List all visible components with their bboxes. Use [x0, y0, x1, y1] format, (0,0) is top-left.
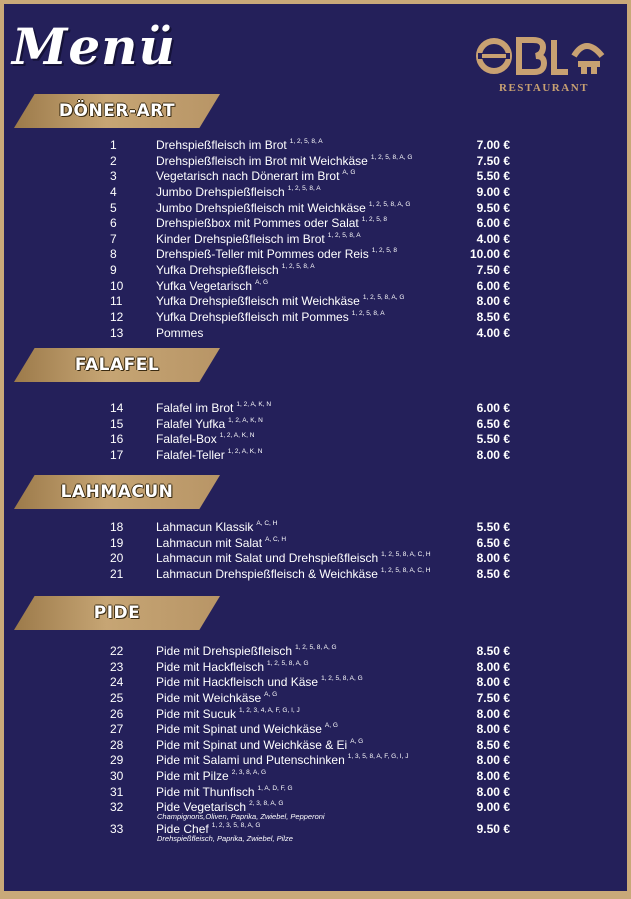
- item-price: 8.00 €: [476, 769, 510, 784]
- item-price: 9.00 €: [476, 184, 510, 199]
- item-price: 9.00 €: [476, 800, 510, 815]
- item-price: 7.50 €: [476, 263, 510, 278]
- item-allergen-codes: 1, 2, 5, 8, A, C, H: [380, 566, 431, 574]
- item-number: 31: [110, 784, 124, 799]
- item-allergen-codes: A, G: [255, 278, 269, 286]
- item-allergen-codes: 1, 2, 5, 8, A, G: [362, 294, 405, 302]
- item-allergen-codes: 1, 2, 5, 8, A: [281, 263, 315, 271]
- menu-item: [4, 536, 627, 552]
- item-number: 6: [110, 216, 117, 231]
- item-name-wrap: [156, 417, 263, 433]
- section-title: FALAFEL: [74, 355, 160, 375]
- item-name-wrap: [156, 247, 397, 263]
- logo-subtitle: RESTAURANT: [499, 82, 589, 94]
- item-number: 20: [110, 551, 124, 566]
- item-name-wrap: [156, 216, 387, 232]
- item-number: 5: [110, 200, 117, 215]
- menu-item: [4, 279, 627, 295]
- item-name: Lahmacun Klassik: [156, 520, 254, 534]
- menu-item: [4, 201, 627, 217]
- item-name: Pide mit Weichkäse: [156, 690, 262, 705]
- item-number: 18: [110, 520, 124, 534]
- item-name-wrap: [156, 401, 271, 417]
- item-number: 4: [110, 184, 117, 199]
- item-name: Pide mit Drehspießfleisch: [156, 644, 293, 658]
- item-number: 33: [110, 822, 124, 837]
- item-price: 6.00 €: [476, 278, 510, 293]
- menu-item: [4, 822, 627, 844]
- section-banner-doener: [14, 94, 220, 128]
- item-name: Yufka Vegetarisch: [156, 278, 253, 293]
- item-allergen-codes: 1, 2, A, K, N: [227, 447, 263, 455]
- menu-item: [4, 800, 627, 822]
- item-price: 8.00 €: [476, 675, 510, 690]
- item-price: 7.50 €: [476, 690, 510, 705]
- item-name: Yufka Drehspießfleisch: [156, 263, 279, 278]
- menu-item: [4, 722, 627, 738]
- menu-item: [4, 216, 627, 232]
- item-price: 5.50 €: [476, 169, 510, 184]
- item-number: 21: [110, 566, 124, 581]
- item-price: 10.00 €: [469, 247, 510, 262]
- item-name-wrap: [156, 753, 408, 769]
- item-name: Drehspießbox mit Pommes oder Salat: [156, 216, 359, 231]
- menu-item: [4, 738, 627, 754]
- item-name: Falafel im Brot: [156, 401, 234, 415]
- menu-item: [4, 785, 627, 801]
- item-number: 32: [110, 800, 124, 815]
- item-name-wrap: [156, 520, 277, 536]
- item-name-wrap: [156, 232, 361, 248]
- item-number: 3: [110, 169, 117, 184]
- item-name: Falafel-Box: [156, 432, 217, 447]
- item-price: 8.00 €: [476, 447, 510, 462]
- item-name: Pide Chef: [156, 822, 209, 837]
- item-number: 22: [110, 644, 124, 658]
- menu-item: [4, 707, 627, 723]
- item-price: 8.00 €: [476, 294, 510, 309]
- item-number: 10: [110, 278, 124, 293]
- item-name: Kinder Drehspießfleisch im Brot: [156, 231, 325, 246]
- item-price: 8.50 €: [476, 644, 510, 658]
- menu-item: [4, 769, 627, 785]
- item-name: Pommes: [156, 325, 204, 340]
- logo-mark-icon: [474, 32, 614, 82]
- item-price: 7.00 €: [476, 138, 510, 152]
- section-falafel-items: [4, 401, 627, 464]
- item-allergen-codes: 1, 2, 5, 8: [361, 216, 388, 224]
- item-allergen-codes: A, C, H: [265, 535, 287, 543]
- item-name: Drehspießfleisch im Brot mit Weichkäse: [156, 153, 368, 168]
- item-allergen-codes: A, G: [324, 722, 338, 730]
- item-allergen-codes: 1, 2, 5, 8, A, G: [295, 644, 337, 651]
- section-banner-falafel: [14, 348, 220, 382]
- item-name: Pide mit Hackfleisch und Käse: [156, 675, 319, 690]
- item-allergen-codes: 1, 2, 5, 8, A, G: [321, 675, 363, 683]
- item-price: 8.00 €: [476, 551, 510, 566]
- item-price: 5.50 €: [476, 520, 510, 534]
- item-name-wrap: [156, 201, 410, 217]
- item-name: Pide mit Salami und Putenschinken: [156, 753, 345, 768]
- item-price: 8.50 €: [476, 310, 510, 325]
- item-name-wrap: [156, 326, 203, 342]
- menu-item: [4, 551, 627, 567]
- item-name: Vegetarisch nach Dönerart im Brot: [156, 169, 340, 184]
- item-price: 4.00 €: [476, 231, 510, 246]
- item-number: 2: [110, 153, 117, 168]
- item-name-wrap: [156, 769, 266, 785]
- item-name: Pide mit Sucuk: [156, 706, 237, 721]
- item-allergen-codes: 1, 3, 5, 8, A, F, G, I, J: [347, 753, 409, 761]
- item-allergen-codes: 1, 2, 3, 5, 8, A, G: [211, 822, 261, 830]
- menu-item: [4, 247, 627, 263]
- item-allergen-codes: A, G: [264, 690, 278, 698]
- item-name: Jumbo Drehspießfleisch: [156, 184, 285, 199]
- item-name: Lahmacun Drehspießfleisch & Weichkäse: [156, 566, 378, 581]
- item-allergen-codes: 1, 2, 5, 8, A, C, H: [381, 551, 431, 559]
- menu-item: [4, 417, 627, 433]
- item-number: 29: [110, 753, 124, 768]
- item-number: 19: [110, 535, 124, 550]
- item-name-wrap: [156, 279, 268, 295]
- item-name-wrap: [156, 448, 262, 464]
- section-pide-items: [4, 644, 627, 844]
- section-lahmacun-items: [4, 520, 627, 583]
- item-price: 8.00 €: [476, 706, 510, 721]
- item-price: 9.50 €: [476, 200, 510, 215]
- item-name-wrap: [156, 263, 315, 279]
- item-number: 25: [110, 690, 124, 705]
- menu-item: [4, 691, 627, 707]
- item-number: 15: [110, 416, 124, 431]
- item-price: 8.00 €: [476, 659, 510, 674]
- item-number: 26: [110, 706, 124, 721]
- item-name-wrap: [156, 675, 363, 691]
- menu-item: [4, 448, 627, 464]
- section-title: PIDE: [93, 603, 141, 623]
- item-price: 8.00 €: [476, 784, 510, 799]
- item-allergen-codes: 2, 3, 8, A, G: [249, 800, 284, 808]
- item-number: 27: [110, 722, 124, 737]
- menu-item: [4, 675, 627, 691]
- menu-page: [4, 4, 627, 891]
- item-allergen-codes: 2, 3, 8, A, G: [231, 769, 267, 777]
- item-name: Falafel Yufka: [156, 416, 226, 431]
- item-price: 5.50 €: [476, 432, 510, 447]
- item-name: Lahmacun mit Salat und Drehspießfleisch: [156, 551, 379, 566]
- item-price: 6.50 €: [476, 416, 510, 431]
- item-allergen-codes: A, G: [350, 737, 364, 745]
- item-name: Jumbo Drehspießfleisch mit Weichkäse: [156, 200, 366, 215]
- item-price: 6.00 €: [476, 216, 510, 231]
- item-price: 7.50 €: [476, 153, 510, 168]
- item-number: 9: [110, 263, 117, 278]
- item-name: Pide mit Spinat und Weichkäse: [156, 722, 322, 737]
- item-price: 4.00 €: [476, 325, 510, 340]
- item-name-wrap: [156, 154, 412, 170]
- section-banner-lahmacun: [14, 475, 220, 509]
- item-allergen-codes: 1, 2, 3, 4, A, F, G, I, J: [239, 706, 300, 714]
- item-name: Yufka Drehspießfleisch mit Pommes: [156, 310, 349, 325]
- section-banner-pide: [14, 596, 220, 630]
- item-number: 16: [110, 432, 124, 447]
- item-name-wrap: [156, 310, 385, 326]
- item-name-wrap: [156, 738, 363, 754]
- menu-item: [4, 154, 627, 170]
- restaurant-logo: [474, 32, 614, 102]
- item-allergen-codes: 1, 2, A, K, N: [219, 432, 255, 440]
- item-name: Pide mit Hackfleisch: [156, 659, 265, 674]
- item-name: Pide mit Pilze: [156, 769, 229, 784]
- item-name: Falafel-Teller: [156, 447, 225, 462]
- item-number: 17: [110, 447, 124, 462]
- item-name: Drehspießfleisch im Brot: [156, 138, 287, 152]
- menu-item: [4, 326, 627, 342]
- section-title: LAHMACUN: [60, 482, 174, 502]
- item-name-wrap: [156, 722, 338, 738]
- item-number: 23: [110, 659, 124, 674]
- item-number: 12: [110, 310, 124, 325]
- item-number: 13: [110, 325, 124, 340]
- item-name-wrap: [156, 169, 355, 185]
- item-number: 14: [110, 401, 124, 415]
- item-name-wrap: [156, 691, 277, 707]
- menu-item: [4, 644, 627, 660]
- item-name-wrap: [156, 294, 404, 310]
- item-allergen-codes: 1, 2, A, K, N: [228, 416, 263, 424]
- menu-item: [4, 520, 627, 536]
- menu-item: [4, 294, 627, 310]
- item-name: Drehspieß-Teller mit Pommes oder Reis: [156, 247, 369, 262]
- menu-item: [4, 169, 627, 185]
- item-name-wrap: [156, 432, 254, 448]
- item-allergen-codes: 1, 2, 5, 8, A: [287, 184, 321, 192]
- menu-item: [4, 263, 627, 279]
- menu-item: [4, 401, 627, 417]
- item-allergen-codes: 1, 2, A, K, N: [236, 401, 272, 408]
- item-allergen-codes: 1, 2, 5, 8, A: [289, 138, 323, 145]
- item-allergen-codes: 1, 2, 5, 8, A: [351, 310, 385, 318]
- item-price: 6.00 €: [476, 401, 510, 415]
- item-name: Pide mit Thunfisch: [156, 784, 255, 799]
- item-number: 30: [110, 769, 124, 784]
- item-name-wrap: [156, 707, 300, 723]
- item-price: 9.50 €: [476, 822, 510, 837]
- item-name: Lahmacun mit Salat: [156, 535, 263, 550]
- item-number: 24: [110, 675, 124, 690]
- item-allergen-codes: 1, 2, 5, 8, A, G: [267, 659, 309, 667]
- item-name: Pide mit Spinat und Weichkäse & Ei: [156, 737, 348, 752]
- item-name-wrap: [156, 567, 430, 583]
- item-name-wrap: [156, 536, 286, 552]
- menu-item: [4, 138, 627, 154]
- menu-item: [4, 310, 627, 326]
- item-number: 1: [110, 138, 117, 152]
- item-allergen-codes: A, G: [342, 169, 356, 177]
- item-name: Pide Vegetarisch: [156, 800, 247, 815]
- item-description: Drehspießfleisch, Paprika, Zwiebel, Pilze: [157, 834, 293, 844]
- menu-item: [4, 232, 627, 248]
- item-number: 11: [110, 294, 123, 309]
- item-name-wrap: [156, 785, 293, 801]
- item-number: 8: [110, 247, 117, 262]
- menu-item: [4, 660, 627, 676]
- item-name-wrap: [156, 644, 337, 660]
- item-name-wrap: [156, 551, 431, 567]
- item-price: 6.50 €: [476, 535, 510, 550]
- item-name: Yufka Drehspießfleisch mit Weichkäse: [156, 294, 360, 309]
- menu-item: [4, 567, 627, 583]
- item-price: 8.00 €: [476, 753, 510, 768]
- item-number: 7: [110, 231, 117, 246]
- item-name-wrap: [156, 138, 323, 154]
- item-name-wrap: [156, 660, 309, 676]
- item-allergen-codes: 1, 2, 5, 8, A, G: [370, 153, 413, 161]
- section-title: DÖNER-ART: [58, 101, 176, 121]
- menu-item: [4, 185, 627, 201]
- item-allergen-codes: 1, 2, 5, 8: [371, 247, 398, 255]
- item-description: Champignons,Oliven, Paprika, Zwiebel, Pepperoni: [157, 812, 325, 822]
- item-price: 8.50 €: [476, 737, 510, 752]
- item-allergen-codes: A, C, H: [256, 520, 278, 527]
- item-allergen-codes: 1, 2, 5, 8, A, G: [368, 200, 411, 208]
- menu-item: [4, 753, 627, 769]
- item-allergen-codes: 1, 2, 5, 8, A: [327, 231, 361, 239]
- menu-item: [4, 432, 627, 448]
- item-price: 8.00 €: [476, 722, 510, 737]
- item-name-wrap: [156, 185, 321, 201]
- item-allergen-codes: 1, A, D, F, G: [257, 784, 293, 792]
- item-price: 8.50 €: [476, 566, 510, 581]
- item-number: 28: [110, 737, 124, 752]
- menu-title: Menü: [12, 17, 176, 76]
- section-doener-items: [4, 138, 627, 341]
